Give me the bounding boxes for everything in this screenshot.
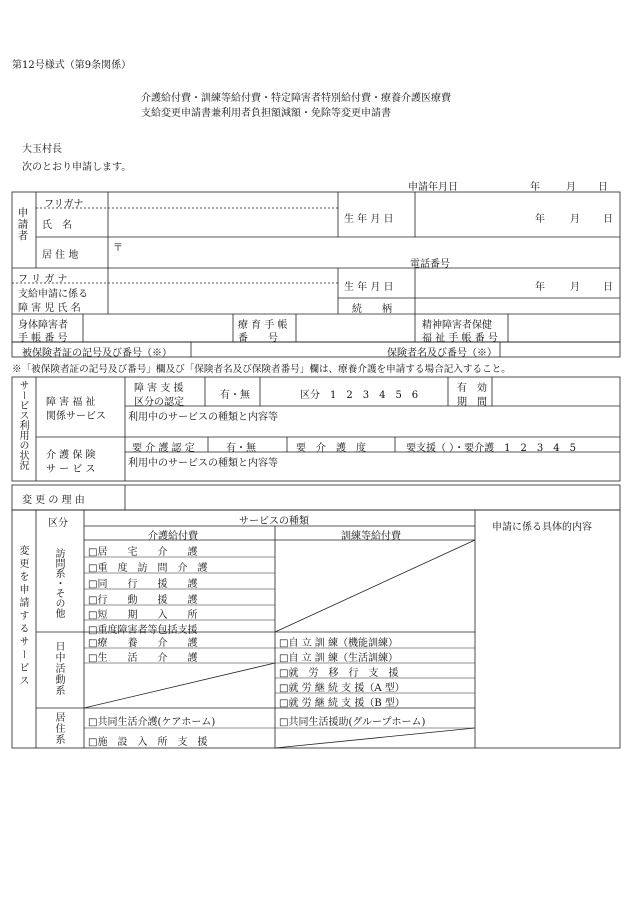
child-name-label-1: 支給申請に係る <box>18 289 88 300</box>
service-checkbox-item[interactable]: □共同生活介護(ケアホーム) <box>88 717 216 728</box>
class-scale: 区分 1 2 3 4 5 6 <box>300 390 419 401</box>
services-side-label: 変更を申請するサービス <box>17 545 28 688</box>
physical-handbook-label-1: 身体障害者 <box>18 320 68 331</box>
child-birth-year: 年 <box>535 282 545 293</box>
day-category-label: 日中活動系 <box>53 641 64 696</box>
care-cert-label: 要 介 護 認 定 <box>132 443 195 454</box>
care-insurance-label-1: 介 護 保 険 <box>46 450 96 461</box>
service-checkbox-item[interactable]: □生 活 介 護 <box>88 653 198 664</box>
note-text: ※「被保険者証の記号及び番号」欄及び「保険者名及び保険者番号」欄は、療養介護を申請する場合記入すること。 <box>12 364 511 375</box>
relation-label: 続 柄 <box>352 304 392 315</box>
details-header: 申請に係る具体的内容 <box>492 522 592 533</box>
service-checkbox-item[interactable]: □行 動 援 護 <box>88 595 198 606</box>
postal-mark: 〒 <box>113 243 123 254</box>
kunren-header: 訓練等給付費 <box>341 531 401 542</box>
date-month: 月 <box>566 182 576 193</box>
applicant-address-label: 居 住 地 <box>42 250 79 261</box>
applicant-birth-label: 生 年 月 日 <box>344 214 394 225</box>
form-number: 第12号様式（第9条関係） <box>12 60 132 71</box>
ryoiku-handbook-label-2: 番 号 <box>238 333 278 344</box>
category-label: 区分 <box>48 518 68 529</box>
valid-label-2: 期 間 <box>457 397 487 408</box>
service-checkbox-item[interactable]: □施 設 入 所 支 援 <box>88 737 208 748</box>
insured-label: 被保険者証の記号及び番号（※） <box>22 348 172 359</box>
service-checkbox-item[interactable]: □就 労 継 続 支 援（B 型） <box>279 698 405 709</box>
service-checkbox-item[interactable]: □自 立 訓 練（機能訓練） <box>279 638 398 649</box>
applicant-side-label: 申請者 <box>16 207 29 242</box>
application-date-label: 申請年月日 <box>408 182 458 193</box>
mental-handbook-label-1: 精神障害者保健 <box>422 320 492 331</box>
service-checkbox-item[interactable]: □短 期 入 所 <box>88 610 198 621</box>
child-name-label-2: 障 害 児 氏 名 <box>18 303 81 314</box>
care-yes-no: 有・無 <box>226 443 256 454</box>
kaigo-header: 介護給付費 <box>148 531 198 542</box>
home-category-label: 訪問系・その他 <box>53 548 64 618</box>
service-checkbox-item[interactable]: □自 立 訓 練（生活訓練） <box>279 653 398 664</box>
class-yes-no: 有・無 <box>220 390 250 401</box>
service-checkbox-item[interactable]: □療 養 介 護 <box>88 638 198 649</box>
residential-category-label: 居住系 <box>53 712 64 745</box>
care-level-label: 要 介 護 度 <box>296 443 366 454</box>
class-label-2: 区分の認定 <box>134 397 184 408</box>
physical-handbook-label-2: 手 帳 番 号 <box>18 333 68 344</box>
service-checkbox-item[interactable]: □共同生活援助(グループホーム) <box>279 717 426 728</box>
addressee: 大玉村長 <box>22 144 62 155</box>
ryoiku-handbook-label-1: 療 育 手 帳 <box>238 320 288 331</box>
applicant-birth-year: 年 <box>535 214 545 225</box>
service-checkbox-item[interactable]: □就 労 継 続 支 援（A 型） <box>279 683 405 694</box>
welfare-label-1: 障 害 福 祉 <box>46 397 96 408</box>
insurer-label: 保険者名及び番号（※） <box>387 348 497 359</box>
current-services-label: 利用中のサービスの種類と内容等 <box>128 412 278 423</box>
applicant-birth-day: 日 <box>603 214 613 225</box>
phone-label: 電話番号 <box>410 259 450 270</box>
class-label-1: 障 害 支 援 <box>134 383 184 394</box>
service-types-label: サービスの種類 <box>239 516 309 527</box>
child-birth-label: 生 年 月 日 <box>344 282 394 293</box>
title-line-1: 介護給付費・訓練等給付費・特定障害者特別給付費・療養介護医療費 <box>141 93 451 104</box>
usage-side-label: サービス利用の状況 <box>17 380 28 470</box>
child-birth-month: 月 <box>570 282 580 293</box>
applicant-name-label: 氏 名 <box>42 220 72 231</box>
service-checkbox-item[interactable]: □重 度 訪 問 介 護 <box>88 563 208 574</box>
service-checkbox-item[interactable]: □居 宅 介 護 <box>88 547 198 558</box>
welfare-label-2: 関係サービス <box>46 411 106 422</box>
reason-label: 変 更 の 理 由 <box>22 495 85 506</box>
applicant-furigana-label: フリガナ <box>44 199 84 210</box>
date-year: 年 <box>530 182 540 193</box>
intro-text: 次のとおり申請します。 <box>22 162 132 173</box>
care-insurance-label-2: サ ー ビ ス <box>46 464 96 475</box>
service-checkbox-item[interactable]: □就 労 移 行 支 援 <box>279 668 399 679</box>
date-day: 日 <box>598 182 608 193</box>
child-furigana-label: フ リ ガ ナ <box>18 274 68 285</box>
valid-label-1: 有 効 <box>457 383 487 394</box>
applicant-birth-month: 月 <box>570 214 580 225</box>
service-checkbox-item[interactable]: □重度障害者等包括支援 <box>88 625 198 636</box>
mental-handbook-label-2: 福 祉 手 帳 番 号 <box>422 333 498 344</box>
title-line-2: 支給変更申請書兼利用者負担額減額・免除等変更申請書 <box>141 108 391 119</box>
service-checkbox-item[interactable]: □同 行 援 護 <box>88 579 198 590</box>
child-birth-day: 日 <box>603 282 613 293</box>
current-services-label-2: 利用中のサービスの種類と内容等 <box>128 458 278 469</box>
care-level-scale: 要支援（ ）・要介護 1 2 3 4 5 <box>406 443 576 454</box>
